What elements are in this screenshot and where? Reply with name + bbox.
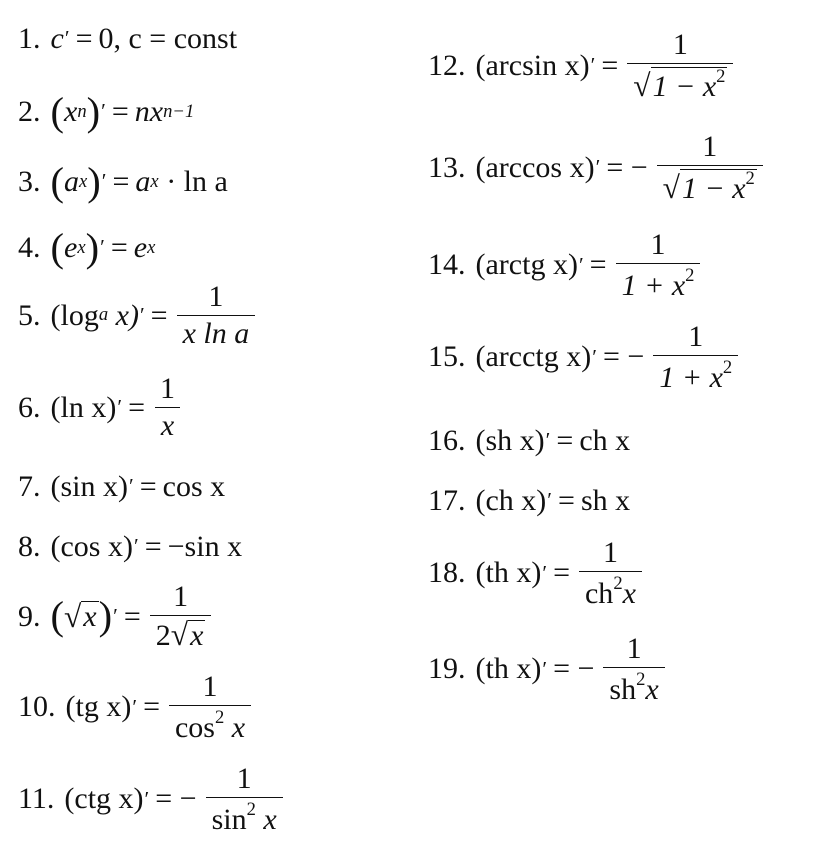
- denominator: [657, 165, 763, 204]
- equals-sign: =: [558, 484, 575, 517]
- left-paren: (: [50, 159, 64, 204]
- rhs: 0, c = const: [98, 22, 238, 55]
- prime-mark: ′: [542, 560, 548, 585]
- right-paren: ): [85, 225, 100, 270]
- radicand: [680, 169, 757, 204]
- sqrt: [633, 67, 727, 102]
- equals-sign: =: [112, 165, 130, 199]
- fraction: [657, 132, 763, 204]
- numerator: 1: [650, 228, 666, 261]
- equals-sign: =: [144, 530, 162, 563]
- lhs: (sin x): [50, 470, 128, 503]
- denominator-exponent: 2: [685, 265, 695, 286]
- formula-19: [428, 634, 668, 705]
- left-paren: (: [50, 225, 64, 270]
- formula-4: [18, 225, 156, 270]
- formula-number: 15.: [428, 340, 466, 374]
- base: e: [64, 231, 78, 265]
- fraction: [616, 230, 701, 301]
- log-arg: x): [115, 298, 139, 332]
- formula-3: [18, 159, 228, 204]
- equals-sign: =: [139, 470, 157, 503]
- equals-sign: =: [556, 424, 574, 457]
- exponent: x: [79, 170, 88, 192]
- radicand: [651, 67, 728, 102]
- lhs: (cos x): [50, 530, 133, 563]
- formula-number: 9.: [18, 599, 41, 633]
- fraction: [154, 374, 181, 441]
- radicand-text: 1 − x: [652, 69, 717, 103]
- numerator: 1: [688, 320, 704, 353]
- lhs: (ctg x): [64, 782, 144, 816]
- numerator: 1: [702, 130, 718, 163]
- denominator: [627, 63, 733, 102]
- prime-mark: ′: [547, 488, 553, 513]
- formula-number: 10.: [18, 690, 56, 724]
- formula-number: 16.: [428, 424, 466, 457]
- numerator: 1: [236, 762, 252, 795]
- formula-number: 1.: [18, 22, 41, 55]
- prime-mark: ′: [132, 694, 138, 719]
- fraction: [603, 634, 664, 705]
- equals-sign: = −: [155, 782, 197, 816]
- denominator-arg: x: [231, 710, 246, 744]
- radicand-exponent: 2: [716, 66, 726, 87]
- base: x: [64, 95, 78, 129]
- denominator: [169, 705, 251, 743]
- formula-number: 3.: [18, 165, 41, 199]
- denominator-fn: sin: [211, 802, 247, 836]
- formula-number: 12.: [428, 49, 466, 83]
- prime-mark: ′: [144, 786, 150, 811]
- fraction: [627, 30, 733, 102]
- formula-8: [18, 532, 242, 562]
- denominator-exponent: 2: [636, 669, 646, 690]
- left-paren: (: [50, 89, 64, 134]
- denominator: [579, 571, 642, 609]
- numerator: 1: [173, 580, 189, 613]
- formula-2: [18, 89, 195, 134]
- prime-mark: ′: [113, 603, 118, 628]
- prime-mark: ′: [592, 344, 597, 369]
- numerator: 1: [672, 28, 688, 61]
- formula-5: [18, 282, 258, 349]
- formula-16: [428, 426, 630, 456]
- denominator: [603, 667, 664, 705]
- prime-mark: ′: [595, 155, 601, 180]
- fraction: [579, 538, 642, 609]
- denominator: x ln a: [177, 315, 256, 349]
- denominator-base: 1 + x: [621, 268, 686, 302]
- radicand-exponent: 2: [745, 168, 755, 189]
- denominator-arg: x: [622, 576, 636, 610]
- prime-mark: ′: [101, 169, 107, 194]
- right-paren: ): [86, 89, 101, 134]
- rhs-exponent: n−1: [163, 100, 195, 122]
- log-base: a: [98, 304, 109, 326]
- formula-number: 4.: [18, 231, 41, 265]
- sqrt: [171, 619, 206, 651]
- rhs-exponent: x: [147, 236, 156, 258]
- radical-icon: √: [64, 598, 82, 634]
- denominator-fn: ch: [584, 576, 614, 610]
- formula-number: 17.: [428, 484, 466, 517]
- prime-mark: ′: [542, 656, 548, 681]
- rhs: sh x: [580, 484, 631, 517]
- denominator-exponent: 2: [246, 799, 256, 820]
- lhs: (arccos x): [475, 151, 595, 185]
- formula-number: 19.: [428, 652, 466, 686]
- rhs: −sin x: [167, 530, 243, 563]
- formula-number: 18.: [428, 556, 466, 590]
- formula-11: [18, 764, 286, 835]
- lhs: (arcsin x): [475, 49, 590, 83]
- fraction: [150, 582, 212, 651]
- formula-1: [18, 24, 237, 54]
- denominator: [616, 263, 701, 301]
- base: a: [64, 165, 79, 199]
- equals-sign: =: [111, 95, 129, 129]
- formula-10: [18, 672, 254, 743]
- radicand: x: [83, 600, 97, 634]
- rhs: ch x: [579, 424, 631, 457]
- right-paren: ): [87, 159, 101, 204]
- radical-icon: √: [662, 170, 680, 206]
- formula-13: [428, 132, 766, 204]
- log-fn: (log: [50, 298, 99, 332]
- denominator-base: 1 + x: [659, 360, 723, 394]
- denominator-arg: x: [645, 672, 659, 706]
- coefficient: 2: [155, 619, 171, 652]
- lhs: (th x): [475, 556, 542, 590]
- numerator: 1: [208, 280, 224, 313]
- rhs-exponent: x: [150, 170, 159, 192]
- prime-mark: ′: [117, 394, 123, 419]
- formula-number: 11.: [18, 782, 55, 816]
- denominator-fn: sh: [609, 672, 637, 706]
- prime-mark: ′: [578, 252, 584, 277]
- equals-sign: = −: [603, 340, 645, 374]
- equals-sign: = −: [553, 652, 595, 686]
- equals-sign: = −: [606, 151, 648, 185]
- denominator-arg: x: [263, 802, 277, 836]
- exponent: x: [77, 236, 86, 258]
- rhs: cos x: [162, 470, 226, 503]
- denominator-exponent: 2: [722, 357, 733, 378]
- numerator: 1: [202, 670, 218, 703]
- prime-mark: ′: [590, 53, 596, 78]
- equals-sign: =: [150, 298, 168, 332]
- fraction: [206, 764, 283, 835]
- denominator: x: [155, 407, 180, 441]
- rhs: nx: [134, 95, 164, 129]
- formula-number: 14.: [428, 248, 466, 282]
- lhs: (th x): [475, 652, 542, 686]
- rhs: a: [135, 165, 151, 199]
- formula-17: [428, 486, 630, 516]
- formula-12: [428, 30, 736, 102]
- lhs: (arctg x): [475, 248, 578, 282]
- denominator-fn: cos: [174, 710, 215, 744]
- lhs: (tg x): [65, 690, 132, 724]
- fraction: [177, 282, 256, 349]
- equals-sign: =: [75, 22, 93, 55]
- sqrt: [663, 169, 757, 204]
- rhs-log: · ln a: [166, 165, 228, 199]
- formula-14: [428, 230, 703, 301]
- radicand-text: 1 − x: [681, 171, 746, 205]
- denominator-exponent: 2: [613, 573, 623, 594]
- prime-mark: ′: [101, 99, 106, 124]
- formula-number: 7.: [18, 470, 41, 503]
- prime-mark: ′: [64, 26, 70, 51]
- equals-sign: =: [110, 231, 128, 265]
- denominator: [206, 797, 283, 835]
- equals-sign: =: [601, 49, 619, 83]
- lhs: (arcctg x): [475, 340, 592, 374]
- prime-mark: ′: [139, 302, 145, 327]
- denominator: [150, 615, 212, 651]
- formula-18: [428, 538, 645, 609]
- denominator: [653, 355, 738, 393]
- sqrt: [64, 598, 99, 634]
- lhs: (sh x): [475, 424, 545, 457]
- equals-sign: =: [143, 690, 160, 724]
- rhs: e: [133, 231, 148, 265]
- prime-mark: ′: [100, 235, 105, 260]
- exponent: n: [77, 100, 87, 122]
- fraction: [169, 672, 251, 743]
- prime-mark: ′: [545, 428, 551, 453]
- numerator: 1: [602, 536, 618, 569]
- formula-7: [18, 472, 225, 502]
- left-paren: (: [50, 593, 64, 639]
- lhs: (ch x): [475, 484, 547, 517]
- formula-number: 8.: [18, 530, 41, 563]
- lhs: c: [50, 22, 64, 55]
- prime-mark: ′: [129, 474, 134, 499]
- formula-6: [18, 374, 184, 441]
- equals-sign: =: [123, 599, 141, 633]
- formula-15: [428, 322, 741, 393]
- formula-number: 5.: [18, 298, 41, 332]
- formula-9: [18, 582, 214, 651]
- numerator: 1: [626, 632, 642, 665]
- lhs: (ln x): [50, 390, 117, 424]
- prime-mark: ′: [133, 534, 139, 559]
- formula-number: 2.: [18, 95, 41, 129]
- equals-sign: =: [553, 556, 570, 590]
- radical-icon: √: [633, 68, 651, 104]
- equals-sign: =: [589, 248, 607, 282]
- denominator-exponent: 2: [214, 707, 225, 728]
- right-paren: ): [98, 593, 113, 639]
- fraction: [653, 322, 738, 393]
- formula-number: 6.: [18, 390, 41, 424]
- equals-sign: =: [128, 390, 145, 424]
- radical-icon: √: [170, 617, 189, 652]
- numerator: 1: [159, 372, 175, 405]
- radicand: x: [190, 618, 204, 652]
- formula-number: 13.: [428, 151, 466, 185]
